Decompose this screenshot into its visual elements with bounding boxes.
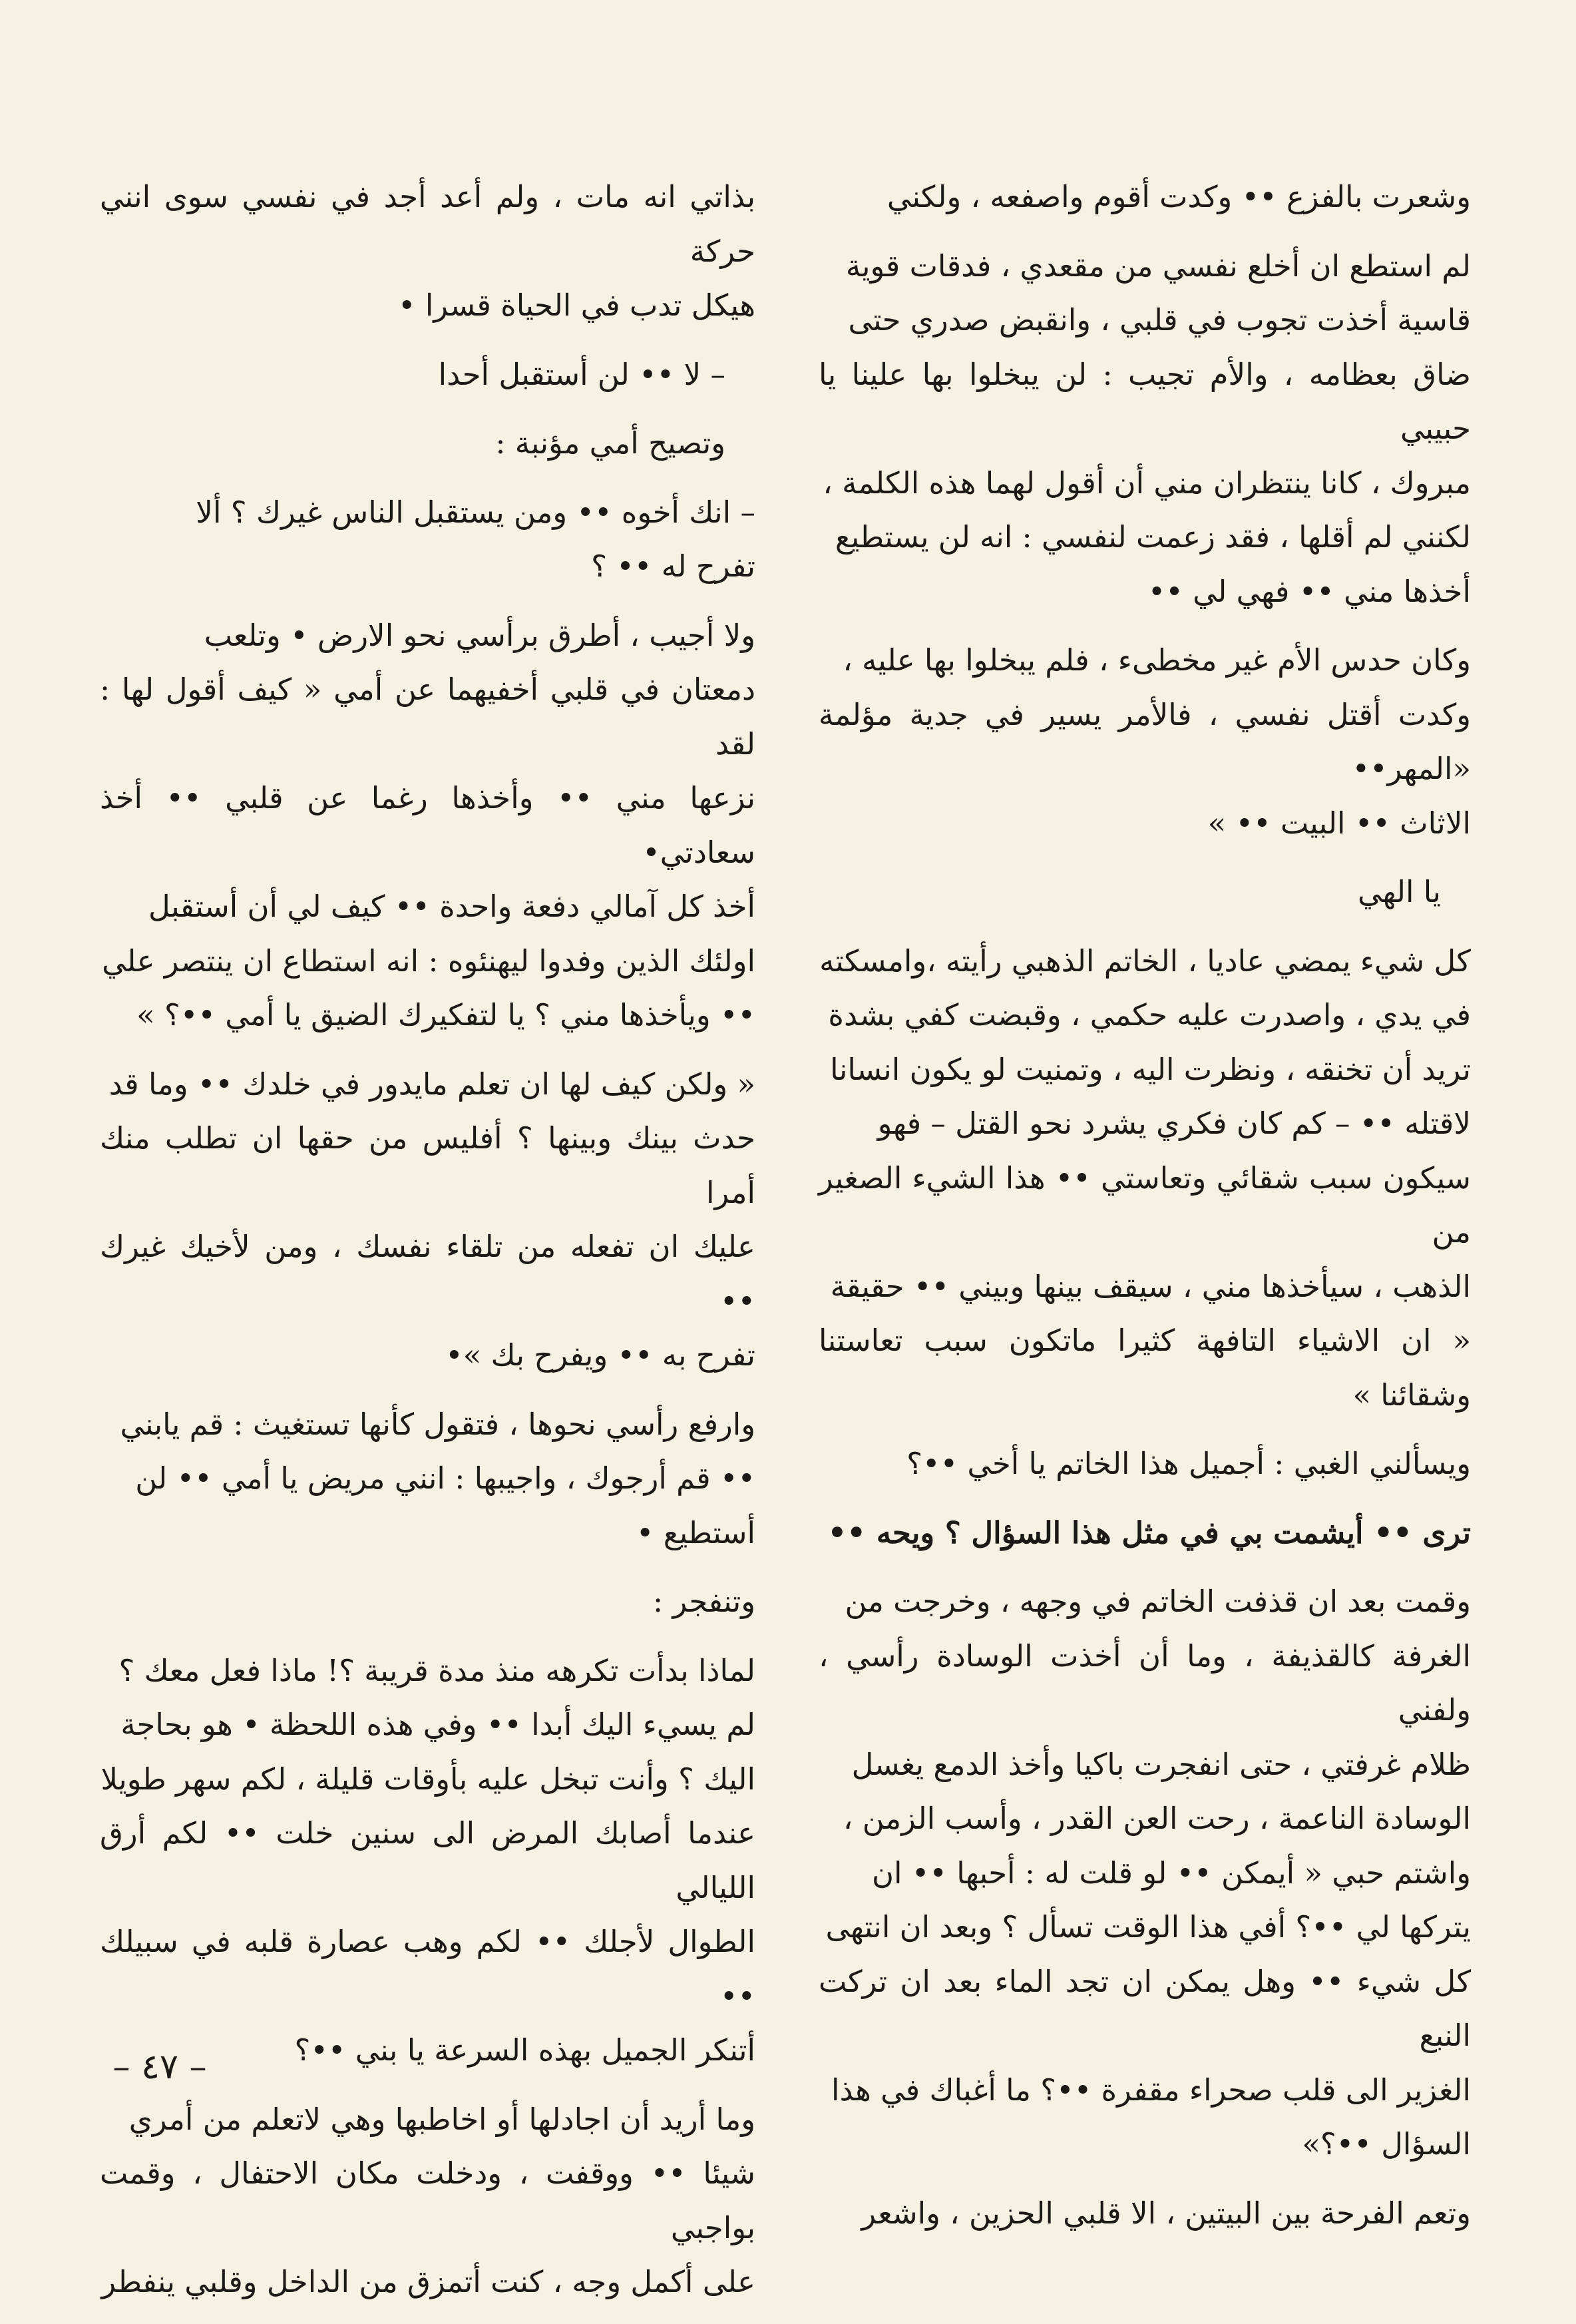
paragraph: بذاتي انه مات ، ولم أعد أجد في نفسي سوى انني حركة هيكل تدب في الحياة قسرا • [100,179,755,323]
right-text-column [819,170,1471,2255]
paragraph: يا الهي [1357,874,1441,909]
paragraph: وتصيح أمي مؤنبة : [495,425,725,461]
paragraph: وما أريد أن اجادلها أو اخاطبها وهي لاتعلم من أمري شيئا •• ووقفت ، ودخلت مكان الاحتفال ، وقمت بواجبي على أكمل وجه ، كنت أتمزق من الداخل وقلبي ينفطر [100,2101,755,2299]
paragraph: وقمت بعد ان قذفت الخاتم في وجهه ، وخرجت من الغرفة كالقذيفة ، وما أن أخذت الوسادة رأسي ، ولفني ظلام غرفتي ، حتى انفجرت باكيا وأخذ الدمع يغسل الوسادة الناعمة ، رحت العن القدر ، وأسب الزمن ، واشتم حبي « أيمكن •• لو قلت له : أحبها •• ان يتركها لي ••؟ أفي هذا الوقت تسأل ؟ وبعد ان انتهى كل شيء •• وهل يمكن ان تجد الماء بعد ان تركت النبع الغزير الى قلب صحراء مقفرة ••؟ ما أغباك في هذا السؤال ••؟» [819,1584,1471,2162]
paragraph: لماذا بدأت تكرهه منذ مدة قريبة ؟! ماذا فعل معك ؟ لم يسيء اليك أبدا •• وفي هذه اللحظة • هو بحاجة اليك ؟ وأنت تبخل عليه بأوقات قليلة ، لكم سهر طويلا عندما أصابك المرض الى سنين خلت •• لكم أرق الليالي الطوال لأجلك •• لكم وهب عصارة قلبه في سبيلك •• أتنكر الجميل بهذه السرعة يا بني ••؟ [100,1652,755,2068]
page-number: – ٤٧ – [112,2047,207,2087]
paragraph: ولا أجيب ، أطرق برأسي نحو الارض • وتلعب دمعتان في قلبي أخفيهما عن أمي « كيف أقول لها : لقد نزعها مني •• وأخذها رغما عن قلبي •• أخذ سعادتي• أخذ كل آمالي دفعة واحدة •• كيف لي أن أستقبل اولئك الذين وفدوا ليهنئوه : انه استطاع ان ينتصر علي •• ويأخذها مني ؟ يا لتفكيرك الضيق يا أمي ••؟ » [100,617,755,1033]
left-text-column [100,170,755,2324]
paragraph: وكان حدس الأم غير مخطىء ، فلم يبخلوا بها عليه ، وكدت أقتل نفسي ، فالأمر يسير في جدية مؤلمة «المهر•• الاثاث •• البيت •• » [819,642,1471,841]
paragraph: كل شيء يمضي عاديا ، الخاتم الذهبي رأيته ،وامسكته في يدي ، واصدرت عليه حكمي ، وقبضت كفي بشدة تريد أن تخنقه ، ونظرت اليه ، وتمنيت لو يكون انسانا لاقتله •• – كم كان فكري يشرد نحو القتل – فهو سيكون سبب شقائي وتعاستي •• هذا الشيء الصغير من الذهب ، سيأخذها مني ، سيقف بينها وبيني •• حقيقة « ان الاشياء التافهة كثيرا ماتكون سبب تعاستنا وشقائنا » [819,943,1471,1413]
paragraph: – انك أخوه •• ومن يستقبل الناس غيرك ؟ ألا تفرح له •• ؟ [196,494,755,584]
paragraph: وشعرت بالفزع •• وكدت أقوم واصفعه ، ولكني [886,179,1471,214]
paragraph: وتعم الفرحة بين البيتين ، الا قلبي الحزين ، واشعر [861,2195,1471,2231]
paragraph: وتنفجر : [653,1584,755,1619]
paragraph: وارفع رأسي نحوها ، فتقول كأنها تستغيث : قم يابني •• قم أرجوك ، واجيبها : انني مريض يا أمي •• لن أستطيع • [120,1406,755,1550]
paragraph: لم استطع ان أخلع نفسي من مقعدي ، فدقات قوية قاسية أخذت تجوب في قلبي ، وانقبض صدري حتى ضاق بعظامه ، والأم تجيب : لن يبخلوا بها علينا يا حبيبي مبروك ، كانا ينتظران مني أن أقول لهما هذه الكلمة ، لكنني لم أقلها ، فقد زعمت لنفسي : انه لن يستطيع أخذها مني •• فهي لي •• [819,248,1471,609]
paragraph: – لا •• لن أستقبل أحدا [438,356,725,392]
paragraph: « ولكن كيف لها ان تعلم مايدور في خلدك •• وما قد حدث بينك وبينها ؟ أفليس من حقها ان تطلب منك أمرا عليك ان تفعله من تلقاء نفسك ، ومن لأخيك غيرك •• تفرح به •• ويفرح بك »• [100,1066,755,1373]
paragraph: ترى •• أيشمت بي في مثل هذا السؤال ؟ ويحه •• [827,1514,1471,1550]
paragraph: ويسألني الغبي : أجميل هذا الخاتم يا أخي ••؟ [906,1446,1471,1481]
